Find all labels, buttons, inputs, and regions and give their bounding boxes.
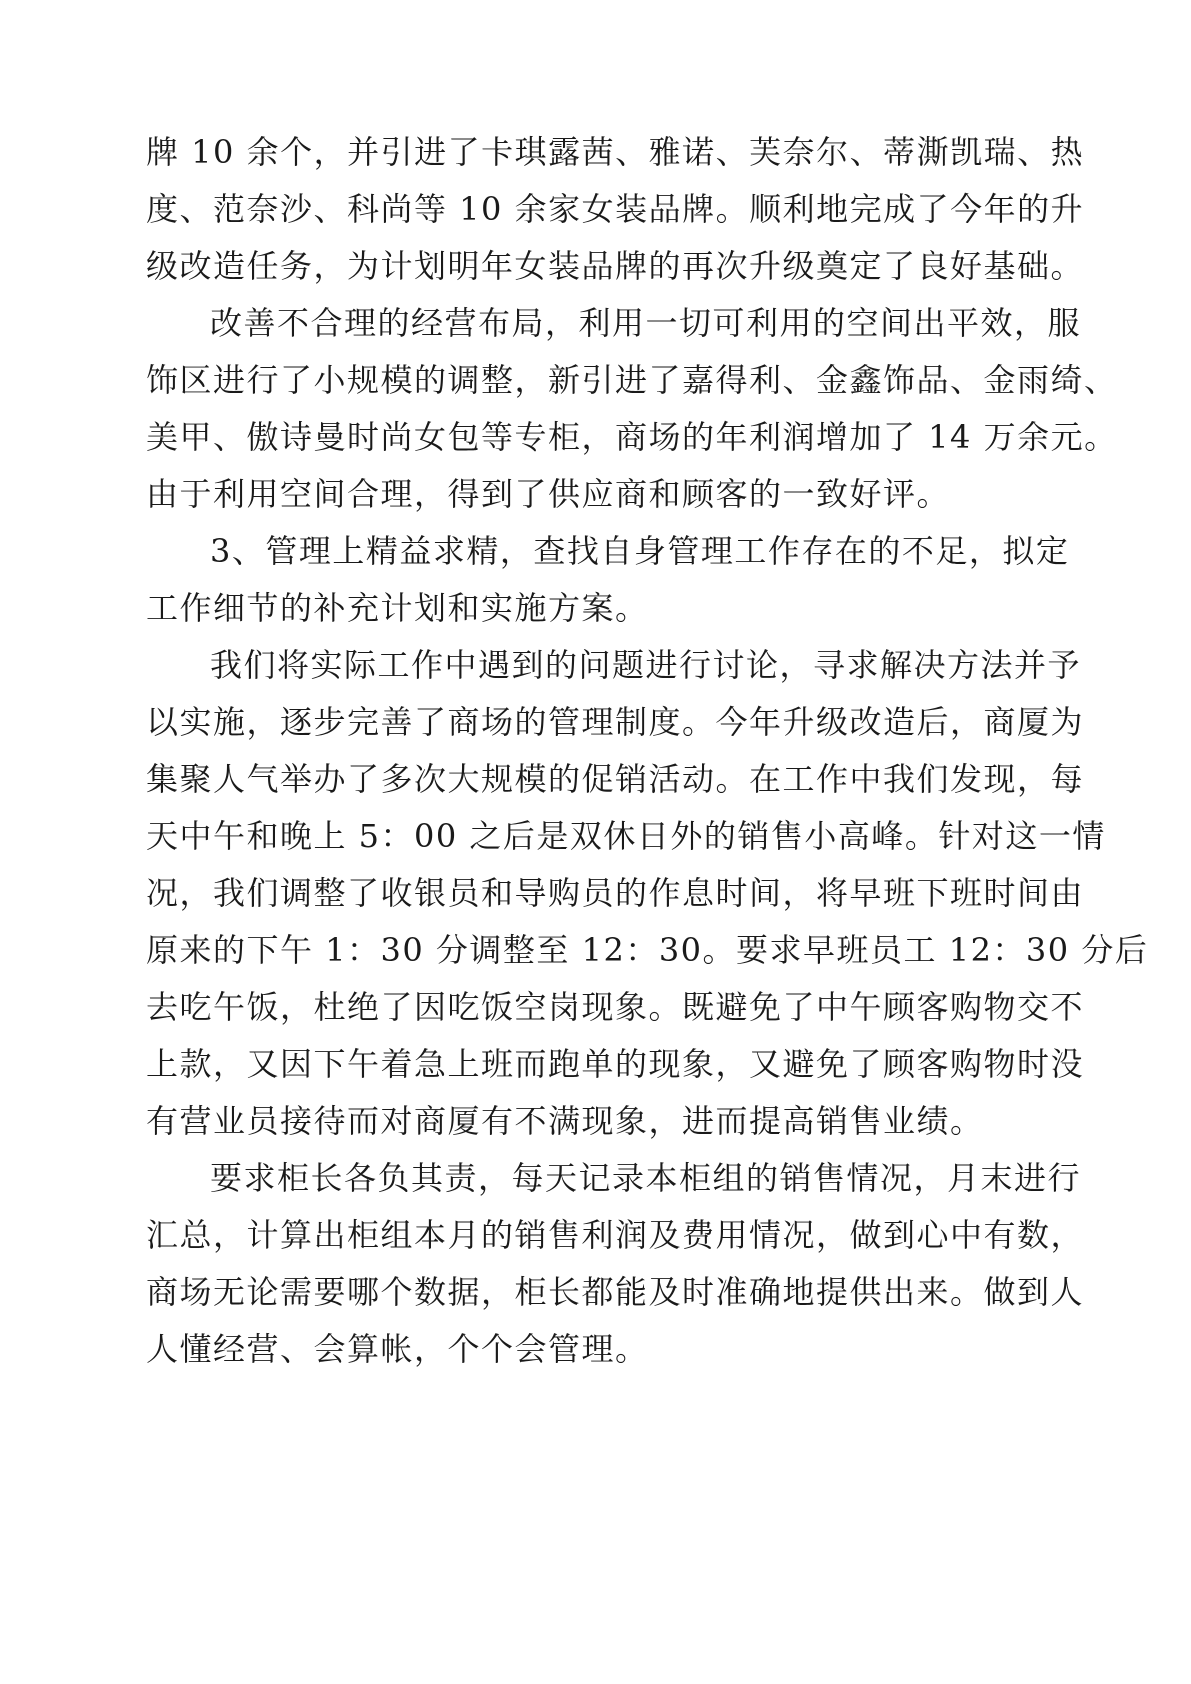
text-line-11: 以实施，逐步完善了商场的管理制度。今年升级改造后，商厦为 [146,703,1085,741]
text-line-14: 况，我们调整了收银员和导购员的作息时间，将早班下班时间由 [146,874,1085,912]
text-line-17: 上款，又因下午着急上班而跑单的现象，又避免了顾客购物时没 [146,1045,1085,1083]
text-line-7: 由于利用空间合理，得到了供应商和顾客的一致好评。 [146,475,951,513]
text-line-6: 美甲、傲诗曼时尚女包等专柜，商场的年利润增加了 14 万余元。 [146,418,1118,456]
section-heading-line: 3、管理上精益求精，查找自身管理工作存在的不足，拟定 [210,532,1070,570]
text-line-3: 级改造任务，为计划明年女装品牌的再次升级奠定了良好基础。 [146,247,1085,285]
text-line-13: 天中午和晚上 5：00 之后是双休日外的销售小高峰。针对这一情 [146,817,1106,855]
section-heading-line-2: 工作细节的补充计划和实施方案。 [146,589,649,627]
text-line-1: 牌 10 余个，并引进了卡琪露茜、雅诺、芙奈尔、蒂澌凯瑞、热 [146,133,1085,171]
text-line-16: 去吃午饭，杜绝了因吃饭空岗现象。既避免了中午顾客购物交不 [146,988,1085,1026]
paragraph-start-line: 要求柜长各负其责，每天记录本柜组的销售情况，月末进行 [210,1159,1082,1197]
text-line-18: 有营业员接待而对商厦有不满现象，进而提高销售业绩。 [146,1102,984,1140]
text-line-12: 集聚人气举办了多次大规模的促销活动。在工作中我们发现，每 [146,760,1085,798]
paragraph-start-line: 我们将实际工作中遇到的问题进行讨论，寻求解决方法并予 [210,646,1082,684]
text-line-5: 饰区进行了小规模的调整，新引进了嘉得利、金鑫饰品、金雨绮、 [146,361,1118,399]
text-line-22: 人懂经营、会算帐，个个会管理。 [146,1330,649,1368]
paragraph-start-line: 改善不合理的经营布局，利用一切可利用的空间出平效，服 [210,304,1082,342]
text-line-21: 商场无论需要哪个数据，柜长都能及时准确地提供出来。做到人 [146,1273,1085,1311]
text-line-2: 度、范奈沙、科尚等 10 余家女装品牌。顺利地完成了今年的升 [146,190,1085,228]
text-line-15: 原来的下午 1：30 分调整至 12：30。要求早班员工 12：30 分后 [146,931,1149,969]
text-line-20: 汇总，计算出柜组本月的销售利润及费用情况，做到心中有数， [146,1216,1085,1254]
